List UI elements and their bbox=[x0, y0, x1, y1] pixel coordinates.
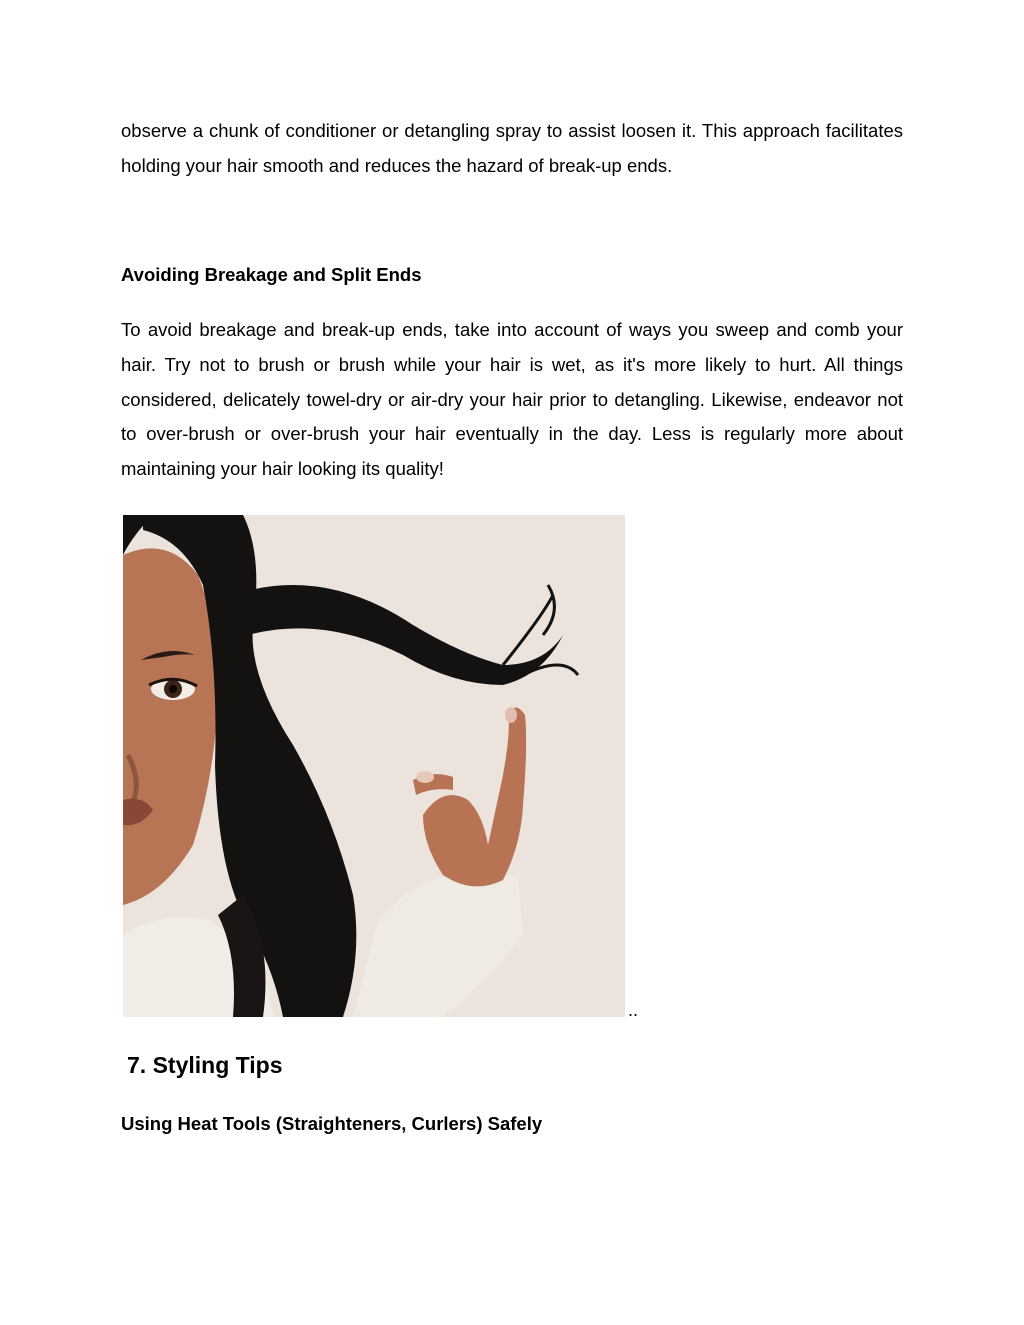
subheading-heat-tools: Using Heat Tools (Straighteners, Curlers) Safely bbox=[121, 1113, 543, 1134]
hair-photo bbox=[123, 515, 625, 1017]
paragraph: To avoid breakage and break-up ends, take into account of ways you sweep and comb your hair. Try not to brush or brush while your hair is wet, as it's more likely to hurt. All things considered, delicately towel-dry or air-dry your hair prior to detangling. Likewise, endeavor not to over-brush or over-brush your hair eventually in the day. Less is regularly more about maintaining your hair looking its quality! bbox=[121, 319, 903, 480]
subheading-avoiding-breakage: Avoiding Breakage and Split Ends bbox=[121, 264, 422, 285]
section-heading-styling-tips: 7. Styling Tips bbox=[127, 1052, 283, 1078]
image-trailing-dots: .. bbox=[628, 1000, 639, 1020]
paragraph: observe a chunk of conditioner or detangling spray to assist loosen it. This approach facilitates holding your hair smooth and reduces the hazard of break-up ends. bbox=[121, 120, 903, 176]
